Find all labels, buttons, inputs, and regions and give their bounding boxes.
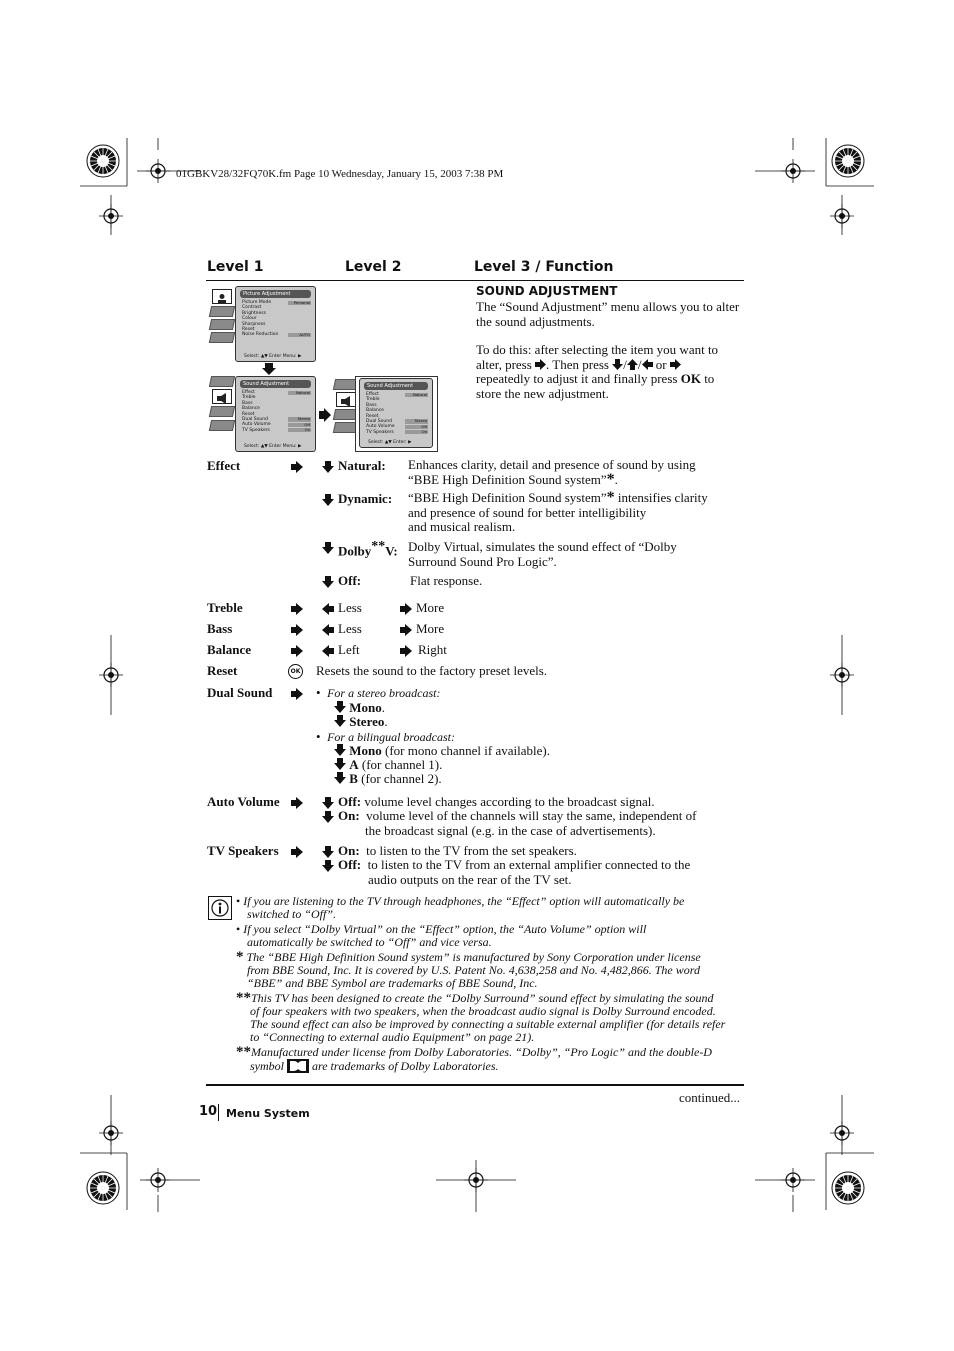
dual-sound-label: Dual Sound	[207, 685, 273, 700]
arrow-right-icon	[400, 624, 412, 636]
instructions-line: To do this: after selecting the item you want to	[476, 342, 719, 357]
bass-label: Bass	[207, 621, 233, 636]
arrow-right-icon	[291, 624, 303, 636]
menu-row-label: Reset	[242, 411, 255, 417]
picture-tab-icon	[212, 289, 232, 304]
text: (for mono channel if available).	[385, 743, 550, 758]
instructions-line: store the new adjustment.	[476, 385, 609, 401]
arrow-down-icon	[322, 542, 334, 554]
effect-off-label: Off:	[338, 573, 362, 588]
text: volume level of the channels will stay the same, independent of	[366, 808, 697, 823]
text: (for channel 1).	[361, 757, 443, 772]
text: to	[704, 371, 715, 386]
text: V:	[385, 543, 398, 559]
arrow-down-icon	[262, 363, 276, 375]
text: Mono	[349, 743, 382, 758]
option-row	[316, 758, 716, 772]
registration-crosshair-icon	[830, 663, 854, 687]
arrow-down-icon	[322, 797, 334, 809]
note-item: • If you are listening to the TV through headphones, the “Effect” option will automatically be switched to “Off”.	[236, 895, 746, 921]
registration-crosshair-icon	[464, 1168, 488, 1192]
registration-crosshair-icon	[781, 1168, 805, 1192]
text: (for channel 2).	[361, 771, 442, 786]
menu-row-label: Picture Mode	[242, 300, 272, 305]
menu-row-label: Brightness	[242, 310, 266, 316]
arrow-down-icon	[334, 758, 346, 770]
auto-volume-label: Auto Volume	[207, 794, 280, 809]
arrow-left-icon	[322, 624, 334, 636]
dual-sound-options	[316, 686, 716, 786]
arrow-up-icon	[627, 359, 638, 370]
level3-header: Level 3 / Function	[474, 259, 614, 275]
effect-dolby-desc	[408, 540, 748, 569]
menu-row-label: TV Speakers	[366, 429, 394, 435]
tv-speakers-off	[338, 858, 748, 887]
level2-header: Level 2	[345, 259, 402, 275]
text: B	[349, 771, 358, 786]
text: “BBE High Definition Sound system”	[408, 490, 607, 505]
registration-starburst-icon	[87, 145, 119, 177]
sound-adjustment-submenu	[359, 378, 433, 448]
text: Dolby	[338, 543, 372, 559]
instructions	[476, 343, 748, 401]
balance-right: Right	[418, 642, 447, 657]
menu-footer: Select: ▲▼ Enter Menu: ▶	[244, 354, 302, 359]
menu-row-value: Stereo	[288, 417, 311, 421]
arrow-down-icon	[334, 701, 346, 713]
menu-row-value: On	[288, 428, 311, 432]
note-item: * The “BBE High Definition Sound system” is manufactured by Sony Corporation under license from BBE Sound, Inc. It is covered by U.S. Patent No. 4,638,258 and No. 4,482,866. The word “BBE” and BBE Symbol are trademarks of BBE Sound, Inc.	[236, 951, 746, 990]
effect-natural-label: Natural:	[338, 458, 386, 473]
menu-row-label: Bass	[242, 400, 253, 406]
arrow-right-icon	[291, 846, 303, 858]
menu-row-value: AUTO	[288, 333, 311, 337]
level1-header: Level 1	[207, 259, 264, 275]
bullet-item: • For a bilingual broadcast:	[316, 729, 455, 744]
registration-starburst-icon	[832, 1172, 864, 1204]
menu-row-value: Natural	[405, 393, 428, 397]
menu-row-value: Stereo	[405, 419, 428, 423]
arrow-right-icon	[291, 797, 303, 809]
page-number-divider	[218, 1104, 219, 1121]
text: Dolby Virtual, simulates the sound effect of “Dolby	[408, 539, 677, 554]
text: the broadcast signal (e.g. in the case of advertisements).	[365, 822, 656, 838]
text: . Then press	[546, 356, 609, 372]
menu-row-label: Sharpness	[242, 321, 266, 327]
arrow-right-icon	[535, 359, 546, 370]
menu-row-label: Dual Sound	[366, 418, 392, 424]
text: Mono	[349, 700, 382, 715]
text: On:	[338, 808, 360, 823]
text: “BBE High Definition Sound system”*.	[408, 470, 618, 488]
registration-crosshair-icon	[830, 204, 854, 228]
note-item: • If you select “Dolby Virtual” on the “Effect” option, the “Auto Volume” option will automatically be switched to “Off” and vice versa.	[236, 923, 746, 949]
features-tab-icon	[209, 319, 235, 330]
treble-more: More	[416, 600, 445, 615]
picture-tab-icon	[209, 376, 235, 387]
menu-row-label: Treble	[242, 395, 256, 401]
text: and musical realism.	[408, 519, 516, 534]
picture-adjustment-menu	[235, 286, 316, 362]
text: “BBE” and BBE Symbol are trademarks of BBE Sound, Inc.	[247, 976, 538, 990]
menu-row-label: Colour	[242, 316, 257, 322]
arrow-down-icon	[612, 359, 623, 370]
text: of four speakers with two speakers, when the broadcast audio signal is Dolby Surround encoded.	[250, 1004, 716, 1018]
arrow-down-icon	[322, 860, 334, 872]
arrow-left-icon	[322, 645, 334, 657]
note-item: **This TV has been designed to create the “Dolby Surround” sound effect by simulating the sound of four speakers with two speakers, when the broadcast audio signal is Dolby Surround encoded. The sound effect can also be improved by connecting a suitable external amplifier (for details refer to “Connecting to external audio Equipment” on page 21).	[236, 992, 746, 1044]
registration-crosshair-icon	[830, 1121, 854, 1145]
arrow-right-icon	[400, 645, 412, 657]
text: On:	[338, 843, 360, 858]
setup-tab-icon	[209, 332, 235, 343]
text: For a bilingual broadcast:	[327, 730, 455, 744]
registration-crosshair-icon	[99, 1121, 123, 1145]
text: “BBE High Definition Sound system”	[408, 471, 607, 487]
bass-more: More	[416, 621, 445, 636]
page-number: 10	[199, 1104, 218, 1119]
section-intro: The “Sound Adjustment” menu allows you to alter the sound adjustments.	[476, 299, 740, 329]
menu-row	[236, 428, 315, 433]
arrow-down-icon	[334, 772, 346, 784]
text: The “BBE High Definition Sound system” is manufactured by Sony Corporation under license	[246, 950, 701, 964]
menu-row-value: Personal	[288, 301, 311, 305]
text: from BBE Sound, Inc. It is covered by U.S. Patent No. 4,638,258 and No. 4,482,866. The word	[247, 963, 700, 977]
notes-block	[236, 895, 746, 1073]
menu-row-label: Dual Sound	[242, 416, 268, 422]
text: alter, press	[476, 356, 532, 372]
text: Enhances clarity, detail and presence of sound by using	[408, 457, 696, 472]
menu-row-label: Noise Reduction	[242, 332, 279, 338]
text: Manufactured under license from Dolby Laboratories. “Dolby”, “Pro Logic” and the double-D	[251, 1045, 712, 1059]
sound-tab-icon	[336, 392, 356, 407]
menu-row-label: Auto Volume	[366, 424, 395, 430]
text: Off:	[338, 794, 362, 809]
bass-less: Less	[338, 621, 362, 636]
registration-starburst-icon	[87, 1172, 119, 1204]
sound-adjustment-menu	[235, 376, 316, 452]
text: intensifies clarity	[617, 490, 708, 505]
text: repeatedly to adjust it and finally press	[476, 371, 678, 386]
text: to “Connecting to external audio Equipment” on page 21).	[250, 1030, 535, 1044]
menu-row-value: Off	[288, 423, 311, 427]
text: This TV has been designed to create the “Dolby Surround” sound effect by simulating the sound	[251, 991, 714, 1005]
text: to listen to the TV from an external amplifier connected to the	[367, 857, 691, 872]
arrow-right-icon	[291, 603, 303, 615]
registration-crosshair-icon	[146, 159, 170, 183]
balance-label: Balance	[207, 642, 252, 657]
registration-crosshair-icon	[99, 663, 123, 687]
treble-less: Less	[338, 600, 362, 615]
text: to listen to the TV from the set speakers.	[366, 843, 577, 858]
effect-dynamic-label: Dynamic:	[338, 491, 393, 506]
menu-row-value: Off	[405, 425, 428, 429]
menu-row-value: Natural	[288, 391, 311, 395]
text: Surround Sound Pro Logic”.	[408, 553, 557, 569]
effect-dolby-label: Dolby**V:	[338, 539, 398, 559]
arrow-right-icon	[319, 408, 331, 422]
treble-label: Treble	[207, 600, 243, 615]
text: For a stereo broadcast:	[327, 686, 441, 700]
arrow-down-icon	[334, 715, 346, 727]
text: automatically be switched to “Off” and vice versa.	[247, 935, 492, 949]
reset-label: Reset	[207, 663, 238, 678]
registration-starburst-icon	[832, 145, 864, 177]
balance-left: Left	[338, 642, 360, 657]
menu-row-label: Auto Volume	[242, 422, 271, 428]
ok-icon-label: OK	[290, 668, 301, 675]
text: volume level changes according to the broadcast signal.	[364, 794, 655, 809]
option-row: Mono.	[316, 701, 716, 715]
text: audio outputs on the rear of the TV set.	[368, 871, 572, 887]
text: or	[655, 356, 667, 372]
header-rule	[206, 280, 744, 281]
menu-row	[360, 430, 432, 435]
ok-button-icon	[288, 664, 303, 679]
instructions-line: alter, press . Then press / / or	[476, 358, 748, 373]
menu-title: Picture Adjustment	[240, 290, 311, 298]
reset-desc: Resets the sound to the factory preset levels.	[316, 663, 548, 678]
arrow-right-icon	[291, 645, 303, 657]
arrow-down-icon	[322, 811, 334, 823]
section-name: Menu System	[226, 1107, 310, 1120]
ok-key-label: OK	[680, 371, 701, 386]
continued-text: continued...	[679, 1090, 741, 1105]
section-heading: SOUND ADJUSTMENT	[476, 284, 618, 298]
menu-row	[236, 332, 315, 337]
text: If you are listening to the TV through headphones, the “Effect” option will automatically be	[243, 894, 685, 908]
text: are trademarks of Dolby Laboratories.	[312, 1059, 499, 1073]
menu-title: Sound Adjustment	[240, 380, 311, 388]
menu-row-label: Effect	[242, 390, 255, 395]
text: “BBE High Definition Sound system”* intensifies clarity	[408, 489, 708, 506]
menu-footer: Select: ▲▼ Enter: ▶	[368, 440, 412, 445]
menu-row-label: Effect	[366, 392, 379, 397]
arrow-left-icon	[642, 359, 653, 370]
effect-natural-desc	[408, 458, 748, 487]
sound-tab-icon	[212, 389, 232, 404]
text: and presence of sound for better intelligibility	[408, 504, 647, 520]
bullet-item: • For a stereo broadcast:	[316, 685, 441, 700]
menu-row-label: Treble	[366, 397, 380, 403]
text: A	[349, 757, 359, 772]
arrow-down-icon	[334, 744, 346, 756]
arrow-down-icon	[322, 494, 334, 506]
menu-row-value: On	[405, 430, 428, 434]
menu-row-label: Balance	[366, 408, 384, 414]
dolby-double-d-icon	[287, 1059, 309, 1073]
text: Stereo	[349, 714, 385, 729]
text: symbol	[250, 1059, 284, 1073]
effect-dynamic-desc	[408, 491, 748, 535]
text: Off:	[338, 857, 362, 872]
instructions-line	[476, 372, 748, 387]
effect-label: Effect	[207, 458, 241, 473]
auto-volume-on	[338, 809, 748, 838]
menu-footer: Select: ▲▼ Enter Menu: ▶	[244, 444, 302, 449]
menu-title: Sound Adjustment	[364, 382, 428, 390]
menu-row-label: Bass	[366, 402, 377, 408]
footer-rule	[206, 1084, 744, 1086]
option-row	[316, 744, 716, 758]
text: If you select “Dolby Virtual” on the “Effect” option, the “Auto Volume” option will	[243, 922, 647, 936]
option-row: Stereo.	[316, 715, 716, 730]
arrow-left-icon	[322, 603, 334, 615]
menu-row-label: TV Speakers	[242, 427, 270, 433]
arrow-down-icon	[322, 461, 334, 473]
arrow-right-icon	[291, 688, 303, 700]
file-header: 01GBKV28/32FQ70K.fm Page 10 Wednesday, January 15, 2003 7:38 PM	[176, 168, 504, 180]
note-item: **Manufactured under license from Dolby Laboratories. “Dolby”, “Pro Logic” and the double-D symbol are trademarks of Dolby Laboratories.	[236, 1044, 712, 1073]
features-tab-icon	[209, 406, 235, 417]
registration-crosshair-icon	[99, 204, 123, 228]
option-row	[316, 772, 716, 786]
menu-row-label: Reset	[242, 326, 255, 332]
text: The sound effect can also be improved by connecting a suitable external amplifier (for details refer	[250, 1017, 726, 1031]
arrow-right-icon	[291, 461, 303, 473]
effect-off-desc: Flat response.	[410, 573, 483, 588]
arrow-down-icon	[322, 846, 334, 858]
arrow-right-icon	[670, 359, 681, 370]
menu-row-label: Reset	[366, 413, 379, 419]
menu-row-label: Balance	[242, 406, 260, 412]
tv-speakers-label: TV Speakers	[207, 843, 279, 858]
sound-tab-icon	[209, 306, 235, 317]
setup-tab-icon	[209, 420, 235, 431]
registration-crosshair-icon	[146, 1168, 170, 1192]
arrow-down-icon	[322, 576, 334, 588]
registration-crosshair-icon	[781, 159, 805, 183]
menu-row-label: Contrast	[242, 305, 262, 311]
arrow-right-icon	[400, 603, 412, 615]
text: switched to “Off”.	[247, 907, 337, 921]
info-icon	[208, 896, 232, 920]
